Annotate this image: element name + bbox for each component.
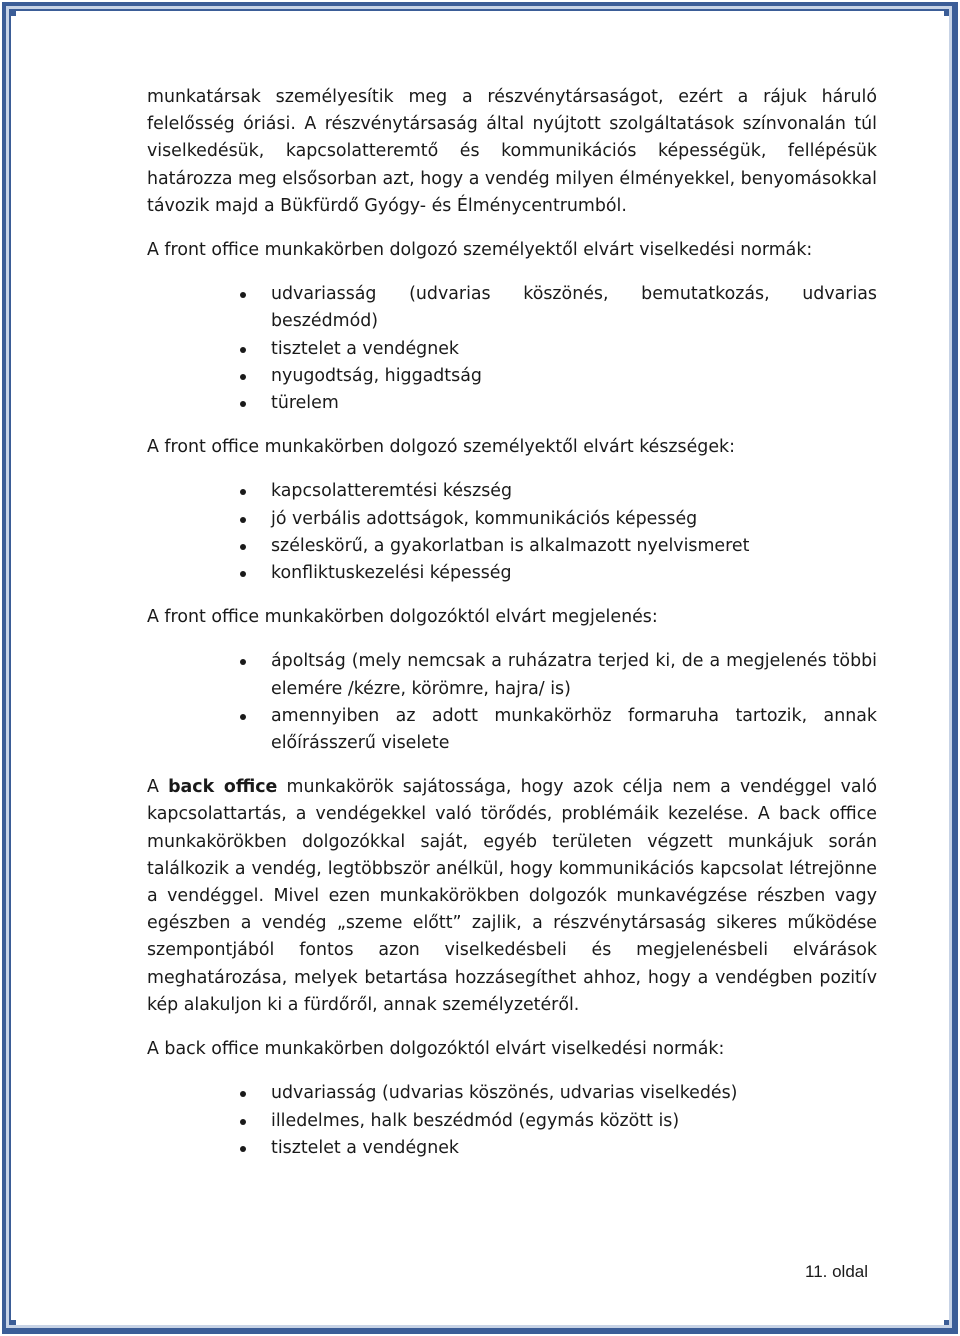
list-item: nyugodtság, higgadtság [271,363,877,390]
paragraph-back-office-start: A [147,777,169,798]
list-back-office-norms [0,1080,877,1162]
list-item: konfliktuskezelési képesség [271,560,877,587]
list-item: kapcsolatteremtési készség [271,478,877,505]
paragraph-front-office-skills: A front office munkakörben dolgozó személyektől elvárt készségek: [147,437,735,458]
document-body [147,84,877,1162]
list-item: amennyiben az adott munkakörhöz formaruha tartozik, annak előírásszerű viselete [271,703,877,757]
list-item: türelem [271,390,877,417]
paragraph-back-office [147,774,877,1019]
list-item: széleskörű, a gyakorlatban is alkalmazott nyelvismeret [271,533,877,560]
list-item: jó verbális adottságok, kommunikációs képesség [271,506,877,533]
paragraph-back-office-rest: munkakörök sajátossága, hogy azok célja nem a vendéggel való kapcsolattartás, a vendégekkel való törődés, problémáik kezelése. A back office munkakörökben dolgozókkal saját, egyéb területen végzett munkájuk során találkozik a vendég, legtöbbször anélkül, hogy kommunikációs kapcsolat létrejönne a vendéggel. Mivel ezen munkakörökben dolgozók munkavégzése részben vagy egészben a vendég „szeme előtt” zajlik, a részvénytársaság sikeres működése szempontjából fontos azon viselkedésbeli és megjelenésbeli elvárások meghatározása, melyek betartása hozzásegíthet ahhoz, hogy a vendégben pozitív kép alakuljon ki a fürdőről, annak személyzetéről. [147,777,877,1015]
list-item: tisztelet a vendégnek [271,1135,877,1162]
list-front-office-norms [0,281,877,417]
list-item: ápoltság (mely nemcsak a ruházatra terjed ki, de a megjelenés többi elemére /kézre, körömre, hajra/ is) [271,648,877,702]
paragraph-front-office-appearance: A front office munkakörben dolgozóktól elvárt megjelenés: [147,607,658,628]
paragraph-back-office-norms: A back office munkakörben dolgozóktól elvárt viselkedési normák: [147,1039,725,1060]
paragraph-front-office-norms: A front office munkakörben dolgozó személyektől elvárt viselkedési normák: [147,240,813,261]
list-item: tisztelet a vendégnek [271,336,877,363]
paragraph-intro: munkatársak személyesítik meg a részvénytársaságot, ezért a rájuk háruló felelősség óriási. A részvénytársaság által nyújtott szolgáltatások színvonalán túl viselkedésük, kapcsolatteremtő és kommunikációs képességük, fellépésük határozza meg elsősorban azt, hogy a vendég milyen élményekkel, benyomásokkal távozik majd a Bükfürdő Gyógy- és Élménycentrumból. [147,87,877,216]
list-front-office-skills [0,478,877,587]
list-item: illedelmes, halk beszédmód (egymás között is) [271,1108,877,1135]
page-number: 11. oldal [805,1262,869,1281]
list-front-office-appearance [0,648,877,757]
list-item: udvariasság (udvarias köszönés, udvarias viselkedés) [271,1080,877,1107]
back-office-bold: back office [168,777,278,798]
list-item: udvariasság (udvarias köszönés, bemutatkozás, udvarias beszédmód) [271,281,877,335]
